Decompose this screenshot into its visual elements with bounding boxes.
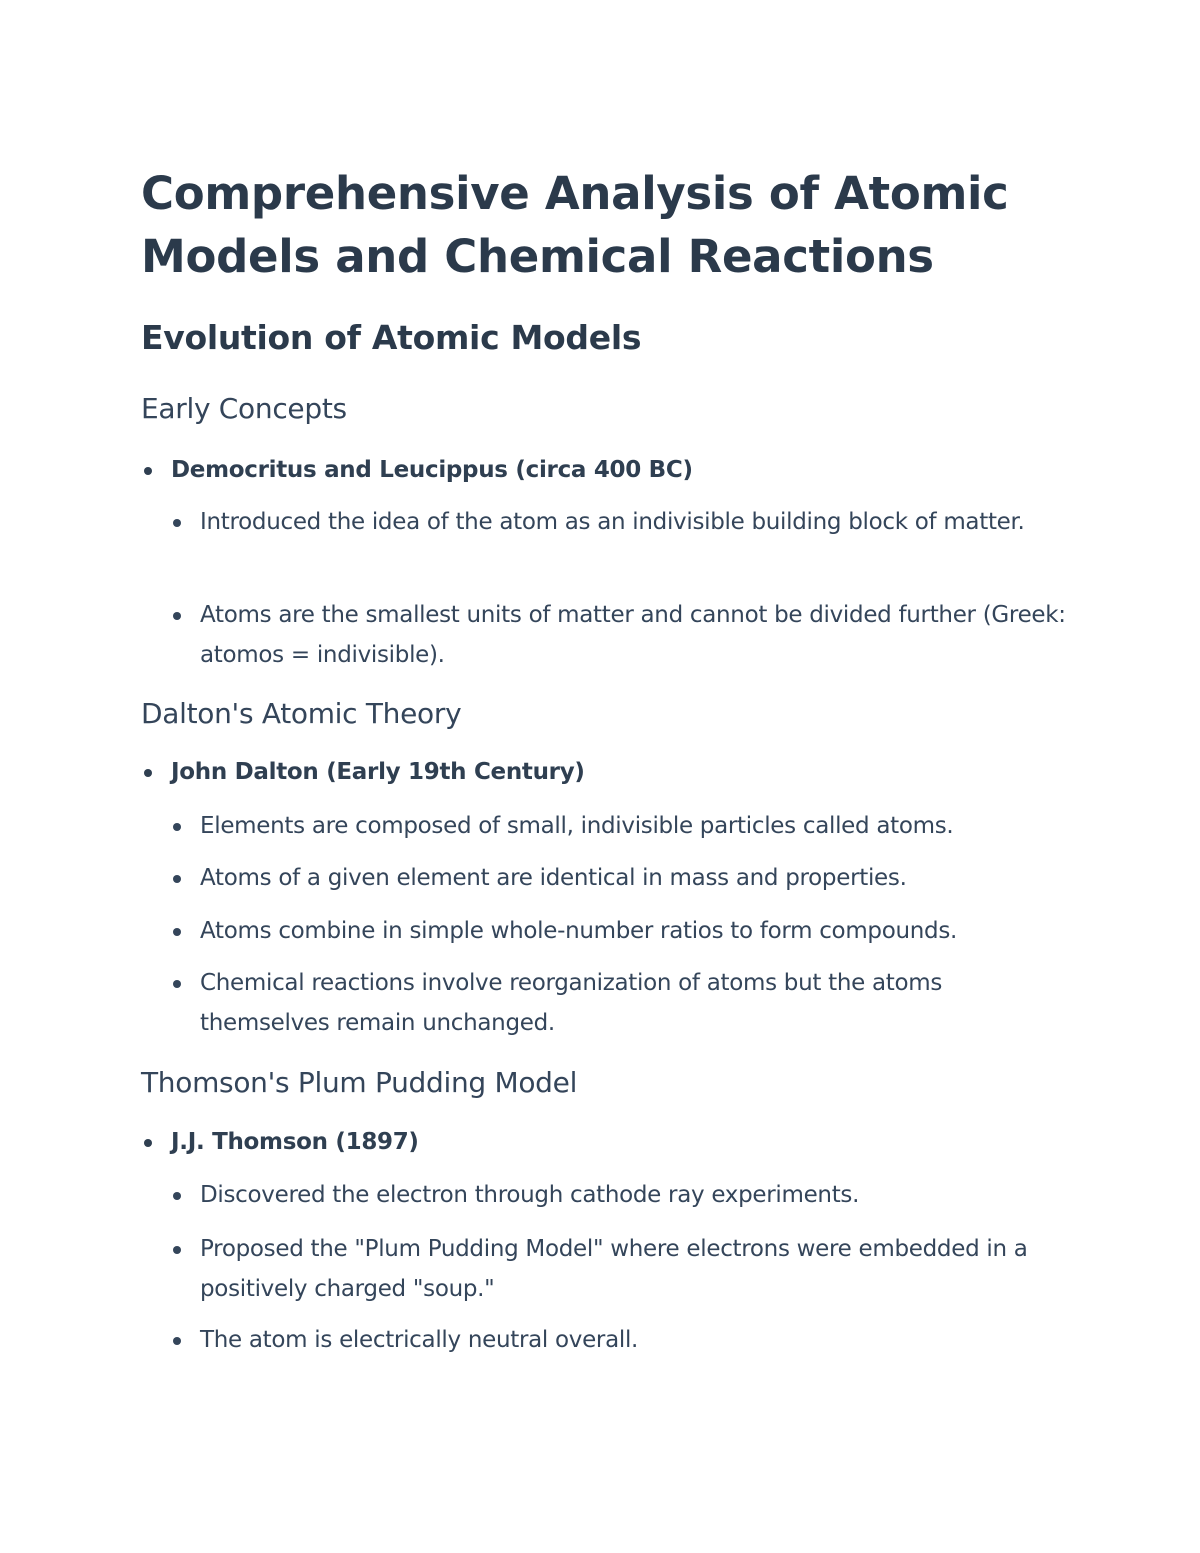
bullet-figure: Democritus and Leucippus (circa 400 BC) bbox=[171, 450, 693, 490]
bullet-figure: John Dalton (Early 19th Century) bbox=[171, 752, 585, 792]
bullet-point: Introduced the idea of the atom as an indivisible building block of matter. bbox=[200, 502, 1070, 542]
bullet-point: Atoms of a given element are identical in mass and properties. bbox=[200, 858, 1070, 898]
bullet-point: Atoms are the smallest units of matter and cannot be divided further (Greek: atomos = indivisible). bbox=[200, 595, 1070, 675]
subsection-heading-dalton: Dalton's Atomic Theory bbox=[141, 697, 462, 730]
bullet-point: Atoms combine in simple whole-number ratios to form compounds. bbox=[200, 911, 1070, 951]
bullet-point: Proposed the "Plum Pudding Model" where electrons were embedded in a positively charged "soup." bbox=[200, 1229, 1070, 1309]
bullet-point: Chemical reactions involve reorganization of atoms but the atoms themselves remain unchanged. bbox=[200, 963, 1070, 1043]
bullet-point: Discovered the electron through cathode ray experiments. bbox=[200, 1175, 1070, 1215]
bullet-point: The atom is electrically neutral overall. bbox=[200, 1320, 1070, 1360]
bullet-point: Elements are composed of small, indivisible particles called atoms. bbox=[200, 806, 1070, 846]
document-title: Comprehensive Analysis of Atomic Models and Chemical Reactions bbox=[141, 167, 1009, 283]
subsection-heading-thomson: Thomson's Plum Pudding Model bbox=[141, 1066, 578, 1099]
section-heading: Evolution of Atomic Models bbox=[141, 318, 642, 357]
subsection-heading-early-concepts: Early Concepts bbox=[141, 392, 347, 425]
bullet-figure: J.J. Thomson (1897) bbox=[171, 1122, 419, 1162]
